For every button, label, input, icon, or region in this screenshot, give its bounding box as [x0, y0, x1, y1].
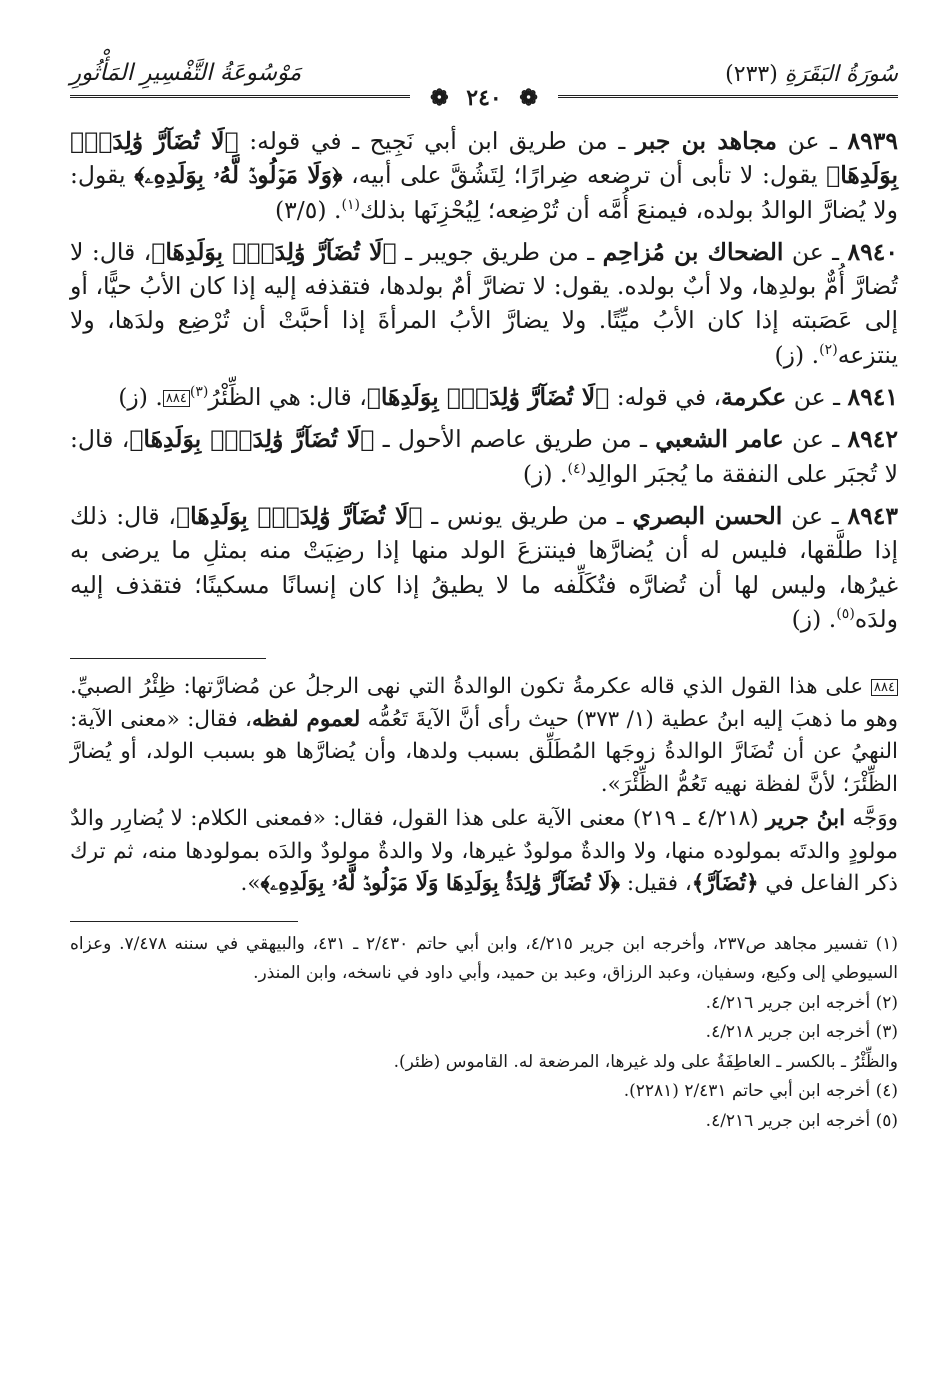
entry-text: ـ من طريق يونس ـ	[422, 501, 633, 530]
narrator-name: عامر الشعبي	[655, 425, 784, 454]
entry-text: ـ من طريق ابن أبي نَجِيح ـ في قوله:	[238, 127, 636, 155]
commentary-text: ، فقال: «معنى الآية: النهيُ عن أن تُضَارَّ الوالدةُ زوجَها المُطَلِّق بسبب ولدها، وأن يُضارَّها هو بسبب الولد، أو يُضارَّ الظِّئْرَ؛ لأنَّ لفظة نهيه تَعُمُّ الظِّئْرَ».	[70, 706, 898, 797]
commentary-emphasis: لعموم لفظه	[251, 706, 361, 732]
footnote-marker[interactable]: (٢)	[819, 341, 838, 358]
entry-number: ٨٩٤١	[847, 383, 898, 412]
commentary-text: على هذا القول الذي قاله عكرمةُ تكون الوالدةُ التي نهى الرجلُ عن مُضارَّتها: ظِئْرُ الصبيِّ. وهو ما ذهبَ إليه ابنُ عطية (١/ ٣٧٣) حيث رأى أنَّ الآيةَ تَعُمُّه	[70, 674, 899, 732]
commentary-number: ٨٨٤	[871, 679, 898, 696]
entry	[70, 380, 898, 414]
entry-text: ـ عن	[782, 501, 848, 530]
footnote: (١) تفسير مجاهد ص٢٣٧، وأخرجه ابن جرير ٤/٢١٥، وابن أبي حاتم ٢/٤٣٠ ـ ٤٣١، والبيهقي في سننه ٧/٤٧٨. وعزاه السيوطي إلى وكيع، وسفيان، وعبد الرزاق، وعبد بن حميد، وأبي داود في ناسخه، وابن المنذر.	[70, 933, 898, 984]
entry-text: ، قال: ذلك إذا طلَّقها، فليس له أن يُضارَّها فينتزعَ الولد منها إذا رضِيَتْ منه بمثلِ ما يرضى به غيرُها، وليس لها أن تُضارَّه فتُكَلِّفه ما لا يطيقُ إذا كان إنسانًا مسكينًا؛ فتقذف إليه ولدَه	[70, 501, 898, 633]
entry-text: يقول: ولا يُضارَّ الوالدُ بولده، فيمنعَ أُمَّه أن تُرْضِعه؛ لِيُحْزِنَها بذلك	[70, 161, 898, 224]
quran-verse: ﴿لَا تُضَآرَّ وَٰلِدَةُۢ بِوَلَدِهَا﴾	[151, 237, 397, 266]
entry	[70, 422, 898, 491]
narrator-name: الحسن البصري	[632, 501, 783, 530]
main-text	[70, 124, 898, 636]
surah-name: سُورَةُ البَقَرَةِ	[784, 62, 898, 87]
page-header	[70, 58, 898, 124]
entry	[70, 499, 898, 636]
commentary-paragraph	[70, 671, 898, 801]
entry-text: ، في قوله:	[609, 383, 722, 412]
quran-verse: ﴿لَا تُضَآرَّ وَٰلِدَةُۢ بِوَلَدِهَا﴾	[176, 501, 423, 530]
entry-text: ـ من طريق جويبر ـ	[396, 237, 603, 266]
footnote-marker[interactable]: (٤)	[567, 460, 587, 477]
entry-number: ٨٩٤٣	[847, 501, 898, 530]
entry-text: يقول: لا تأبى أن ترضعه ضِرارًا؛ لِتَشُقَّ على أبيه،	[342, 161, 827, 190]
entry-reference: . (ز)	[791, 604, 837, 633]
commentary	[70, 671, 898, 901]
entry-text: ـ عن	[786, 383, 848, 412]
book-title: مَوْسُوعَةُ التَّفْسِيرِ المَأْثُورِ	[70, 60, 302, 86]
footnote: (٢) أخرجه ابن جرير ٤/٢١٦.	[705, 992, 898, 1013]
entry-text: ـ عن	[783, 425, 848, 454]
entry-reference: . (ز)	[118, 383, 163, 412]
surah-title	[725, 62, 898, 87]
entry-text: ، قال: هي الظِّئْرُ	[208, 383, 367, 412]
page-number: ٢٤٠	[466, 85, 502, 111]
commentary-text: ، فقيل:	[620, 871, 692, 897]
ornament-icon: ❁	[420, 85, 458, 111]
footnote: والظِّئْرُ ـ بالكسر ـ العاطِفَةُ على ولد غيرها، المرضعة له. القاموس (ظئر).	[393, 1051, 898, 1072]
entry-reference: . (ز)	[774, 340, 820, 369]
entry	[70, 235, 898, 372]
narrator-name: عكرمة	[721, 383, 787, 412]
footnote-divider	[70, 921, 298, 922]
commentary-text: ووَجَّه	[845, 806, 898, 832]
ornament-icon: ❁	[509, 85, 547, 111]
footnote-marker[interactable]: (٥)	[836, 606, 855, 623]
commentary-divider	[70, 658, 266, 659]
commentary-paragraph	[70, 803, 898, 901]
entry-number: ٨٩٣٩	[847, 127, 898, 155]
quran-verse: ﴿لَا تُضَآرَّ وَٰلِدَةُۢ بِوَلَدِهَا﴾	[70, 127, 898, 190]
commentary-text: ».	[240, 871, 261, 897]
commentary-marker[interactable]: ٨٨٤	[163, 390, 190, 407]
quran-verse: ﴿وَلَا مَوۡلُودٞ لَّهُۥ بِوَلَدِهِۦ﴾	[134, 161, 343, 190]
footnote-marker[interactable]: (١)	[341, 196, 361, 213]
commentary-text: (٤/٢١٨ ـ ٢١٩) معنى الآية على هذا القول، فقال: «فمعنى الكلام: لا يُضارِر والدٌ مولودٍ والدتَه بمولوده منها، ولا والدةٌ مولودٌ غيرها، ولا والدةٌ مولودٌ والدَه بمولودها منه، ثم ترك ذكر الفاعل في	[70, 806, 898, 897]
narrator-name: مجاهد بن جبر	[635, 127, 777, 155]
quran-verse: ﴿لَا تُضَآرَّ وَٰلِدَةُۢ بِوَلَدِهَا وَلَا مَوۡلُودٞ لَّهُۥ بِوَلَدِهِۦ﴾	[260, 871, 621, 897]
entry-text: ـ عن	[783, 237, 848, 266]
entry-text: ـ من طريق عاصم الأحول ـ	[374, 425, 656, 454]
footnote-marker[interactable]: (٣)	[189, 384, 209, 401]
footnote: (٤) أخرجه ابن أبي حاتم ٢/٤٣١ (٢٢٨١).	[623, 1081, 898, 1102]
entry-reference: . (ز)	[522, 459, 568, 488]
entry-number: ٨٩٤٠	[847, 237, 899, 266]
entry-reference: . (٣/٥)	[274, 195, 342, 224]
quran-verse: ﴿لَا تُضَآرَّ وَٰلِدَةُۢ بِوَلَدِهَا﴾	[366, 383, 610, 412]
page-number-wrap	[70, 85, 898, 111]
entry-text: ، قال: لا تُجبَر على النفقة ما يُجبَر الوالِد	[70, 425, 898, 488]
quran-verse: ﴿لَا تُضَآرَّ وَٰلِدَةُۢ بِوَلَدِهَا﴾	[129, 425, 375, 454]
footnotes	[70, 930, 898, 1137]
entry	[70, 124, 898, 227]
footnote: (٥) أخرجه ابن جرير ٤/٢١٦.	[705, 1110, 898, 1131]
page	[70, 58, 898, 1136]
commentary-emphasis: ابنُ جرير	[765, 806, 846, 832]
footnote: (٣) أخرجه ابن جرير ٤/٢١٨.	[705, 1022, 898, 1043]
entry-number: ٨٩٤٢	[847, 425, 898, 454]
narrator-name: الضحاك بن مُزاحِم	[602, 237, 784, 266]
entry-text: ، قال: لا تُضارَّ أُمٌّ بولدِها، ولا أبٌ بولده. يقول: لا تضارَّ أمٌ بولدها، فتقذفه إليه إذا كان الأبُ حيًّا، أو إلى عَصَبته إذا كان الأبُ ميِّتًا. ولا يضارَّ الأبُ المرأةَ إذا أحبَّتْ أن تُرْضِع ولدَها، ولا ينتزعه	[70, 237, 898, 369]
verse-number: (٢٣٣)	[725, 62, 778, 87]
quran-verse: ﴿تُضَآرَّ﴾	[691, 871, 759, 897]
entry-text: ـ عن	[777, 127, 848, 155]
